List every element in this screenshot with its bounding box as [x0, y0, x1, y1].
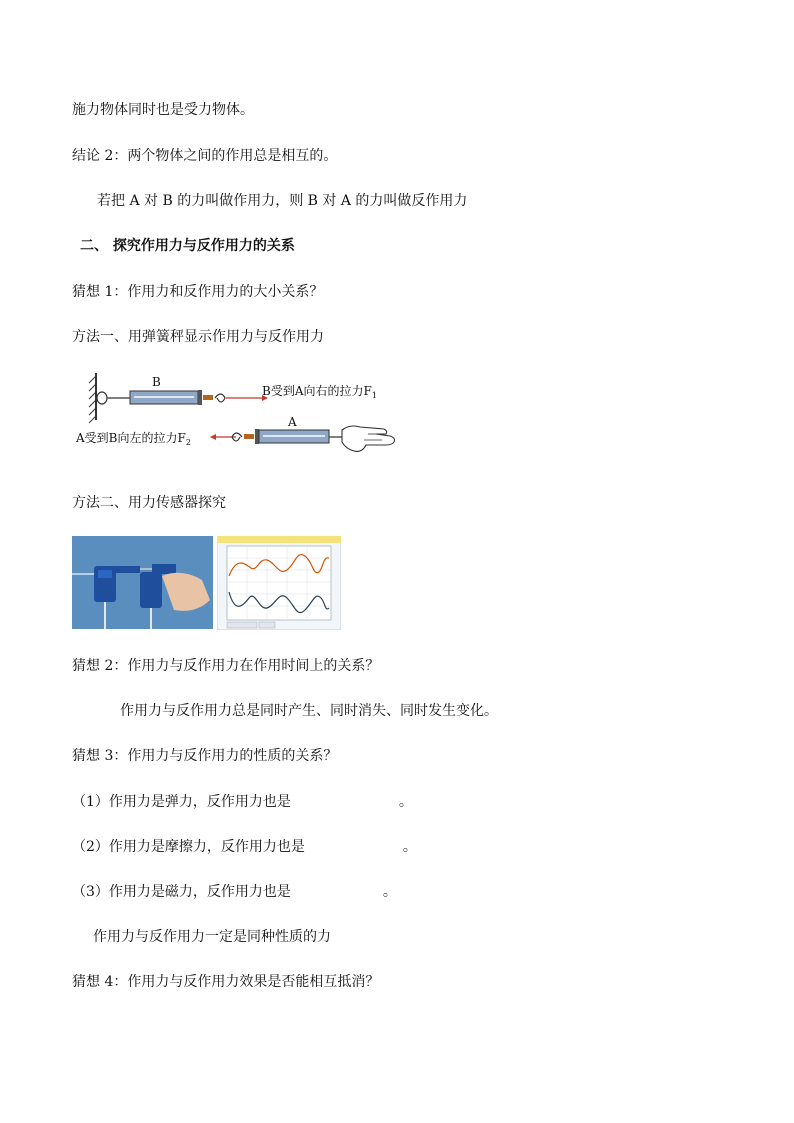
label-a: A: [288, 415, 297, 429]
method-2: 方法二、用力传感器探究: [72, 495, 226, 511]
question-2-text: （2）作用力是摩擦力，反作用力也是: [72, 839, 305, 855]
answer-2: 作用力与反作用力总是同时产生、同时消失、同时发生变化。: [120, 703, 498, 719]
force-f2-text: A受到B向左的拉力F: [76, 431, 186, 445]
spring-scale-a: [232, 429, 353, 444]
question-1-text: （1）作用力是弹力，反作用力也是: [72, 794, 291, 810]
arrow-head-f2-icon: [210, 434, 216, 440]
method-1: 方法一、用弹簧秤显示作用力与反作用力: [72, 329, 324, 345]
force-f1-text: B受到A向右的拉力F: [262, 384, 372, 398]
question-2: [72, 838, 417, 856]
guess-2: 猜想 2：作用力与反作用力在作用时间上的关系？: [72, 658, 380, 674]
question-3-period: 。: [382, 884, 397, 900]
force-label-f2: [75, 430, 191, 447]
force-time-graph: [217, 536, 341, 630]
guess-4: 猜想 4：作用力与反作用力效果是否能相互抵消？: [72, 974, 380, 990]
conclusion-3: 作用力与反作用力一定是同种性质的力: [93, 929, 331, 945]
force-sensor-photo: [72, 536, 213, 629]
hand-icon: [342, 426, 395, 451]
conclusion-2: 结论 2：两个物体之间的作用总是相互的。: [72, 148, 338, 164]
force-f1-subscript: 1: [371, 391, 377, 400]
question-1: [72, 793, 413, 811]
question-3-text: （3）作用力是磁力，反作用力也是: [72, 884, 291, 900]
question-2-period: 。: [402, 839, 417, 855]
label-b: B: [152, 375, 161, 389]
question-1-period: 。: [398, 794, 413, 810]
definition-line: 若把 A 对 B 的力叫做作用力，则 B 对 A 的力叫做反作用力: [97, 193, 468, 209]
spring-scale-b: [97, 390, 225, 405]
guess-1: 猜想 1：作用力和反作用力的大小关系？: [72, 284, 324, 300]
text-line-1: 施力物体同时也是受力物体。: [72, 102, 254, 118]
spring-scale-diagram: [72, 368, 402, 463]
force-f2-subscript: 2: [185, 438, 191, 447]
section-heading: 二、 探究作用力与反作用力的关系: [80, 238, 295, 254]
force-label-f1: [262, 383, 377, 400]
wall-icon: [89, 373, 96, 423]
question-3: [72, 883, 397, 901]
guess-3: 猜想 3：作用力与反作用力的性质的关系？: [72, 748, 338, 764]
